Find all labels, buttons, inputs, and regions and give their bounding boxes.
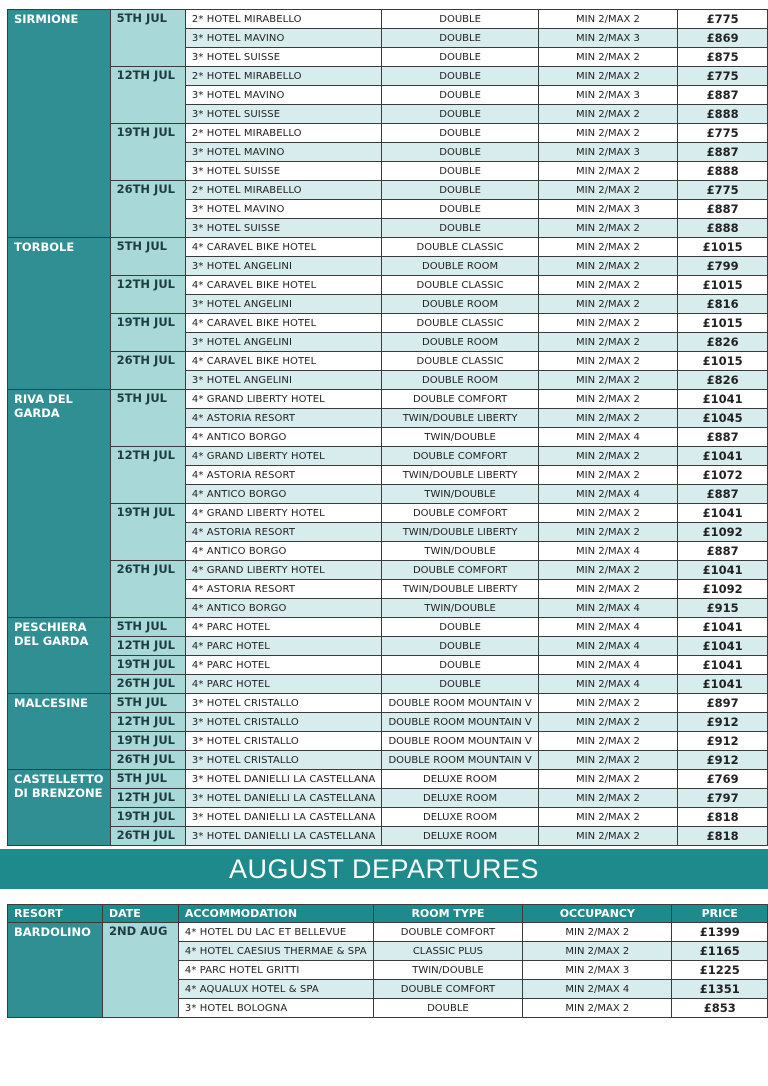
accommodation-cell: 2* HOTEL MIRABELLO [185,124,382,143]
accommodation-cell: 4* PARC HOTEL [185,618,382,637]
room-type-cell: DOUBLE [382,67,538,86]
price-cell: £1045 [678,409,768,428]
occupancy-cell: MIN 2/MAX 2 [538,694,677,713]
room-type-cell: TWIN/DOUBLE LIBERTY [382,580,538,599]
price-cell: £1015 [678,314,768,333]
price-cell: £818 [678,808,768,827]
price-cell: £912 [678,751,768,770]
accommodation-cell: 3* HOTEL CRISTALLO [185,732,382,751]
occupancy-cell: MIN 2/MAX 2 [538,751,677,770]
table-row [8,390,768,409]
price-cell: £769 [678,770,768,789]
accommodation-cell: 4* CARAVEL BIKE HOTEL [185,276,382,295]
price-cell: £775 [678,67,768,86]
occupancy-cell: MIN 2/MAX 4 [538,637,677,656]
august-departures-table [7,904,768,1018]
occupancy-cell: MIN 2/MAX 2 [538,371,677,390]
header-price: PRICE [672,905,768,923]
occupancy-cell: MIN 2/MAX 2 [523,942,672,961]
price-cell: £1041 [678,618,768,637]
accommodation-cell: 3* HOTEL MAVINO [185,29,382,48]
room-type-cell: DOUBLE COMFORT [382,561,538,580]
room-type-cell: DOUBLE ROOM MOUNTAIN V [382,751,538,770]
room-type-cell: DELUXE ROOM [382,770,538,789]
room-type-cell: TWIN/DOUBLE [373,961,523,980]
accommodation-cell: 3* HOTEL CRISTALLO [185,694,382,713]
room-type-cell: TWIN/DOUBLE [382,542,538,561]
room-type-cell: DOUBLE [382,656,538,675]
price-cell: £1041 [678,675,768,694]
occupancy-cell: MIN 2/MAX 2 [538,219,677,238]
date-cell: 26TH JUL [110,181,185,238]
room-type-cell: DOUBLE [382,124,538,143]
occupancy-cell: MIN 2/MAX 2 [538,238,677,257]
price-cell: £1015 [678,276,768,295]
price-cell: £816 [678,295,768,314]
accommodation-cell: 4* CARAVEL BIKE HOTEL [185,314,382,333]
accommodation-cell: 2* HOTEL MIRABELLO [185,181,382,200]
table-row [8,314,768,333]
price-cell: £887 [678,542,768,561]
header-resort: RESORT [8,905,103,923]
occupancy-cell: MIN 2/MAX 2 [538,409,677,428]
room-type-cell: DOUBLE [382,143,538,162]
accommodation-cell: 3* HOTEL ANGELINI [185,257,382,276]
accommodation-cell: 4* ASTORIA RESORT [185,409,382,428]
accommodation-cell: 4* ANTICO BORGO [185,599,382,618]
room-type-cell: DOUBLE [382,219,538,238]
date-cell: 19TH JUL [110,808,185,827]
price-cell: £775 [678,124,768,143]
table-row [8,238,768,257]
table-row [8,694,768,713]
accommodation-cell: 4* ANTICO BORGO [185,485,382,504]
room-type-cell: DOUBLE COMFORT [382,390,538,409]
price-cell: £897 [678,694,768,713]
accommodation-cell: 3* HOTEL DANIELLI LA CASTELLANA [185,789,382,808]
july-departures-table [7,9,768,846]
accommodation-cell: 3* HOTEL MAVINO [185,200,382,219]
date-cell: 5TH JUL [110,618,185,637]
accommodation-cell: 4* GRAND LIBERTY HOTEL [185,447,382,466]
occupancy-cell: MIN 2/MAX 3 [538,143,677,162]
room-type-cell: DOUBLE COMFORT [373,923,523,942]
occupancy-cell: MIN 2/MAX 2 [538,105,677,124]
room-type-cell: TWIN/DOUBLE [382,485,538,504]
occupancy-cell: MIN 2/MAX 4 [538,428,677,447]
date-cell: 26TH JUL [110,561,185,618]
accommodation-cell: 4* PARC HOTEL [185,675,382,694]
room-type-cell: TWIN/DOUBLE [382,428,538,447]
occupancy-cell: MIN 2/MAX 2 [538,162,677,181]
price-cell: £1092 [678,523,768,542]
table-row [8,637,768,656]
accommodation-cell: 3* HOTEL ANGELINI [185,295,382,314]
price-cell: £853 [672,999,768,1018]
room-type-cell: TWIN/DOUBLE [382,599,538,618]
accommodation-cell: 3* HOTEL SUISSE [185,48,382,67]
occupancy-cell: MIN 2/MAX 2 [538,295,677,314]
room-type-cell: DOUBLE CLASSIC [382,314,538,333]
august-table-body [8,923,768,1018]
occupancy-cell: MIN 2/MAX 2 [538,523,677,542]
room-type-cell: DOUBLE [382,48,538,67]
price-cell: £888 [678,162,768,181]
price-cell: £887 [678,428,768,447]
date-cell: 5TH JUL [110,694,185,713]
room-type-cell: DOUBLE [382,10,538,29]
price-cell: £1399 [672,923,768,942]
price-cell: £1041 [678,561,768,580]
date-cell: 12TH JUL [110,67,185,124]
room-type-cell: DOUBLE [382,675,538,694]
room-type-cell: DOUBLE ROOM [382,371,538,390]
accommodation-cell: 3* HOTEL SUISSE [185,105,382,124]
room-type-cell: CLASSIC PLUS [373,942,523,961]
accommodation-cell: 4* CARAVEL BIKE HOTEL [185,352,382,371]
accommodation-cell: 2* HOTEL MIRABELLO [185,10,382,29]
price-cell: £1072 [678,466,768,485]
date-cell: 5TH JUL [110,238,185,276]
accommodation-cell: 3* HOTEL BOLOGNA [178,999,373,1018]
accommodation-cell: 2* HOTEL MIRABELLO [185,67,382,86]
occupancy-cell: MIN 2/MAX 2 [538,314,677,333]
table-header-row [8,905,768,923]
occupancy-cell: MIN 2/MAX 2 [538,808,677,827]
price-cell: £887 [678,200,768,219]
occupancy-cell: MIN 2/MAX 2 [538,333,677,352]
resort-cell: RIVA DEL GARDA [8,390,111,618]
occupancy-cell: MIN 2/MAX 2 [538,504,677,523]
table-row [8,352,768,371]
occupancy-cell: MIN 2/MAX 2 [538,561,677,580]
accommodation-cell: 3* HOTEL MAVINO [185,86,382,105]
room-type-cell: DOUBLE ROOM MOUNTAIN V [382,732,538,751]
occupancy-cell: MIN 2/MAX 2 [538,390,677,409]
occupancy-cell: MIN 2/MAX 4 [538,485,677,504]
table-row [8,67,768,86]
date-cell: 19TH JUL [110,124,185,181]
table-row [8,124,768,143]
room-type-cell: DELUXE ROOM [382,789,538,808]
date-cell: 2ND AUG [102,923,178,1018]
accommodation-cell: 4* GRAND LIBERTY HOTEL [185,390,382,409]
price-cell: £1225 [672,961,768,980]
accommodation-cell: 4* ANTICO BORGO [185,428,382,447]
accommodation-cell: 4* CARAVEL BIKE HOTEL [185,238,382,257]
table-row [8,713,768,732]
resort-cell: CASTELLETTO DI BRENZONE [8,770,111,846]
occupancy-cell: MIN 2/MAX 2 [523,999,672,1018]
date-cell: 26TH JUL [110,675,185,694]
room-type-cell: DOUBLE [373,999,523,1018]
occupancy-cell: MIN 2/MAX 2 [538,48,677,67]
accommodation-cell: 4* PARC HOTEL [185,637,382,656]
occupancy-cell: MIN 2/MAX 2 [538,352,677,371]
occupancy-cell: MIN 2/MAX 2 [538,732,677,751]
resort-cell: SIRMIONE [8,10,111,238]
date-cell: 26TH JUL [110,827,185,846]
header-date: DATE [102,905,178,923]
table-row [8,732,768,751]
header-accommodation: ACCOMMODATION [178,905,373,923]
table-row [8,447,768,466]
july-table-body [8,10,768,846]
table-row [8,656,768,675]
price-cell: £1351 [672,980,768,999]
date-cell: 12TH JUL [110,713,185,732]
table-row [8,751,768,770]
price-cell: £912 [678,713,768,732]
table-row [8,181,768,200]
price-cell: £875 [678,48,768,67]
date-cell: 26TH JUL [110,352,185,390]
accommodation-cell: 4* AQUALUX HOTEL & SPA [178,980,373,999]
room-type-cell: DOUBLE CLASSIC [382,276,538,295]
room-type-cell: TWIN/DOUBLE LIBERTY [382,466,538,485]
price-cell: £912 [678,732,768,751]
price-cell: £826 [678,333,768,352]
accommodation-cell: 4* GRAND LIBERTY HOTEL [185,561,382,580]
occupancy-cell: MIN 2/MAX 2 [538,466,677,485]
accommodation-cell: 3* HOTEL CRISTALLO [185,751,382,770]
date-cell: 26TH JUL [110,751,185,770]
occupancy-cell: MIN 2/MAX 4 [523,980,672,999]
date-cell: 19TH JUL [110,314,185,352]
room-type-cell: DOUBLE [382,105,538,124]
accommodation-cell: 4* GRAND LIBERTY HOTEL [185,504,382,523]
header-room-type: ROOM TYPE [373,905,523,923]
occupancy-cell: MIN 2/MAX 2 [538,789,677,808]
occupancy-cell: MIN 2/MAX 2 [538,67,677,86]
room-type-cell: DOUBLE [382,86,538,105]
accommodation-cell: 3* HOTEL CRISTALLO [185,713,382,732]
occupancy-cell: MIN 2/MAX 3 [523,961,672,980]
table-row [8,561,768,580]
price-cell: £887 [678,86,768,105]
date-cell: 12TH JUL [110,276,185,314]
accommodation-cell: 4* ANTICO BORGO [185,542,382,561]
room-type-cell: DOUBLE [382,181,538,200]
room-type-cell: DOUBLE ROOM [382,295,538,314]
date-cell: 5TH JUL [110,10,185,67]
table-row [8,789,768,808]
resort-cell: MALCESINE [8,694,111,770]
occupancy-cell: MIN 2/MAX 2 [538,713,677,732]
room-type-cell: DOUBLE ROOM MOUNTAIN V [382,694,538,713]
occupancy-cell: MIN 2/MAX 3 [538,200,677,219]
room-type-cell: DOUBLE [382,29,538,48]
price-cell: £869 [678,29,768,48]
table-row [8,618,768,637]
banner-month: AUGUST [228,854,345,884]
occupancy-cell: MIN 2/MAX 4 [538,656,677,675]
accommodation-cell: 3* HOTEL SUISSE [185,219,382,238]
price-cell: £775 [678,10,768,29]
accommodation-cell: 4* ASTORIA RESORT [185,523,382,542]
accommodation-cell: 4* HOTEL CAESIUS THERMAE & SPA [178,942,373,961]
accommodation-cell: 3* HOTEL DANIELLI LA CASTELLANA [185,808,382,827]
price-cell: £1015 [678,352,768,371]
banner-departures: DEPARTURES [351,854,540,884]
occupancy-cell: MIN 2/MAX 2 [538,10,677,29]
price-cell: £1165 [672,942,768,961]
price-cell: £887 [678,485,768,504]
occupancy-cell: MIN 2/MAX 4 [538,618,677,637]
price-cell: £826 [678,371,768,390]
accommodation-cell: 4* PARC HOTEL GRITTI [178,961,373,980]
price-cell: £799 [678,257,768,276]
date-cell: 5TH JUL [110,390,185,447]
occupancy-cell: MIN 2/MAX 2 [523,923,672,942]
price-cell: £1041 [678,504,768,523]
price-cell: £775 [678,181,768,200]
room-type-cell: TWIN/DOUBLE LIBERTY [382,409,538,428]
room-type-cell: DOUBLE CLASSIC [382,352,538,371]
room-type-cell: DOUBLE [382,200,538,219]
header-occupancy: OCCUPANCY [523,905,672,923]
table-row [8,923,768,942]
price-cell: £1041 [678,656,768,675]
price-cell: £797 [678,789,768,808]
date-cell: 12TH JUL [110,447,185,504]
occupancy-cell: MIN 2/MAX 2 [538,276,677,295]
occupancy-cell: MIN 2/MAX 2 [538,580,677,599]
date-cell: 19TH JUL [110,504,185,561]
occupancy-cell: MIN 2/MAX 3 [538,86,677,105]
price-cell: £818 [678,827,768,846]
section-banner [0,849,768,889]
room-type-cell: DELUXE ROOM [382,827,538,846]
table-row [8,675,768,694]
price-cell: £1041 [678,637,768,656]
room-type-cell: DOUBLE [382,637,538,656]
room-type-cell: DOUBLE [382,618,538,637]
room-type-cell: DOUBLE ROOM MOUNTAIN V [382,713,538,732]
room-type-cell: DOUBLE ROOM [382,257,538,276]
room-type-cell: DOUBLE CLASSIC [382,238,538,257]
table-row [8,276,768,295]
occupancy-cell: MIN 2/MAX 3 [538,29,677,48]
accommodation-cell: 3* HOTEL ANGELINI [185,371,382,390]
price-cell: £915 [678,599,768,618]
occupancy-cell: MIN 2/MAX 2 [538,124,677,143]
accommodation-cell: 3* HOTEL SUISSE [185,162,382,181]
room-type-cell: DOUBLE COMFORT [382,504,538,523]
date-cell: 12TH JUL [110,637,185,656]
accommodation-cell: 3* HOTEL DANIELLI LA CASTELLANA [185,827,382,846]
resort-cell: PESCHIERA DEL GARDA [8,618,111,694]
table-row [8,827,768,846]
occupancy-cell: MIN 2/MAX 2 [538,447,677,466]
price-cell: £1092 [678,580,768,599]
occupancy-cell: MIN 2/MAX 4 [538,599,677,618]
room-type-cell: DOUBLE COMFORT [382,447,538,466]
room-type-cell: DOUBLE [382,162,538,181]
table-row [8,808,768,827]
accommodation-cell: 4* ASTORIA RESORT [185,580,382,599]
occupancy-cell: MIN 2/MAX 2 [538,770,677,789]
date-cell: 19TH JUL [110,656,185,675]
price-cell: £887 [678,143,768,162]
occupancy-cell: MIN 2/MAX 4 [538,542,677,561]
occupancy-cell: MIN 2/MAX 4 [538,675,677,694]
accommodation-cell: 4* ASTORIA RESORT [185,466,382,485]
date-cell: 5TH JUL [110,770,185,789]
resort-cell: BARDOLINO [8,923,103,1018]
occupancy-cell: MIN 2/MAX 2 [538,181,677,200]
accommodation-cell: 3* HOTEL ANGELINI [185,333,382,352]
date-cell: 19TH JUL [110,732,185,751]
accommodation-cell: 3* HOTEL DANIELLI LA CASTELLANA [185,770,382,789]
date-cell: 12TH JUL [110,789,185,808]
room-type-cell: DOUBLE COMFORT [373,980,523,999]
table-row [8,770,768,789]
accommodation-cell: 3* HOTEL MAVINO [185,143,382,162]
price-cell: £888 [678,219,768,238]
accommodation-cell: 4* PARC HOTEL [185,656,382,675]
accommodation-cell: 4* HOTEL DU LAC ET BELLEVUE [178,923,373,942]
occupancy-cell: MIN 2/MAX 2 [538,257,677,276]
room-type-cell: TWIN/DOUBLE LIBERTY [382,523,538,542]
room-type-cell: DOUBLE ROOM [382,333,538,352]
price-cell: £1041 [678,447,768,466]
price-cell: £888 [678,105,768,124]
table-row [8,504,768,523]
room-type-cell: DELUXE ROOM [382,808,538,827]
price-cell: £1041 [678,390,768,409]
occupancy-cell: MIN 2/MAX 2 [538,827,677,846]
resort-cell: TORBOLE [8,238,111,390]
price-cell: £1015 [678,238,768,257]
table-row [8,10,768,29]
